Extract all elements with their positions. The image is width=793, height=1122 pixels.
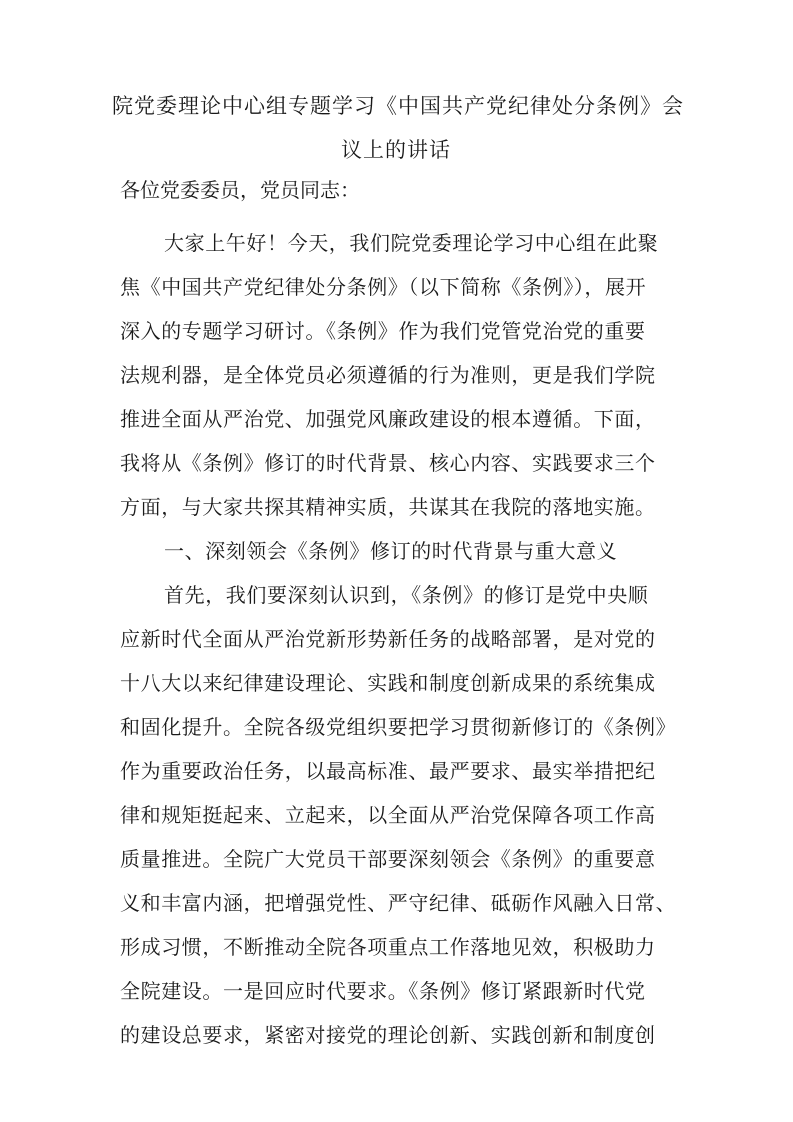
paragraph-line: 方面，与大家共探其精神实质，共谋其在我院的落地实施。 [120,495,656,519]
paragraph-line: 焦《中国共产党纪律处分条例》（以下简称《条例》），展开 [120,275,647,299]
paragraph-line: 的建设总要求，紧密对接党的理论创新、实践创新和制度创 [120,1023,656,1047]
paragraph-line: 大家上午好！今天，我们院党委理论学习中心组在此聚 [164,231,659,255]
paragraph-line: 十八大以来纪律建设理论、实践和制度创新成果的系统集成 [120,671,656,695]
paragraph-line: 应新时代全面从严治党新形势新任务的战略部署，是对党的 [120,627,656,651]
paragraph-line: 质量推进。全院广大党员干部要深刻领会《条例》的重要意 [120,847,656,871]
title-line-2: 议上的讲话 [341,138,451,162]
paragraph-line: 深入的专题学习研讨。《条例》作为我们党管党治党的重要 [120,319,646,343]
paragraph-line: 义和丰富内涵，把增强党性、严守纪律、砥砺作风融入日常、 [120,891,677,915]
paragraph-line: 和固化提升。全院各级党组织要把学习贯彻新修订的《条例》 [120,715,677,739]
paragraph-line: 形成习惯，不断推动全院各项重点工作落地见效，积极助力 [120,935,656,959]
section-heading: 一、深刻领会《条例》修订的时代背景与重大意义 [164,539,618,563]
paragraph-line: 律和规矩挺起来、立起来，以全面从严治党保障各项工作高 [120,803,656,827]
paragraph-line: 我将从《条例》修订的时代背景、核心内容、实践要求三个 [120,451,656,475]
title-line-1: 院党委理论中心组专题学习《中国共产党纪律处分条例》会 [112,94,684,118]
paragraph-line: 推进全面从严治党、加强党风廉政建设的根本遵循。下面， [120,407,656,431]
salutation: 各位党委委员，党员同志： [120,178,360,202]
paragraph-line: 首先，我们要深刻认识到，《条例》的修订是党中央顺 [164,583,649,607]
paragraph-line: 作为重要政治任务，以最高标准、最严要求、最实举措把纪 [120,759,656,783]
paragraph-line: 全院建设。一是回应时代要求。《条例》修订紧跟新时代党 [120,979,646,1003]
paragraph-line: 法规利器，是全体党员必须遵循的行为准则，更是我们学院 [120,363,656,387]
document-title [112,84,684,172]
